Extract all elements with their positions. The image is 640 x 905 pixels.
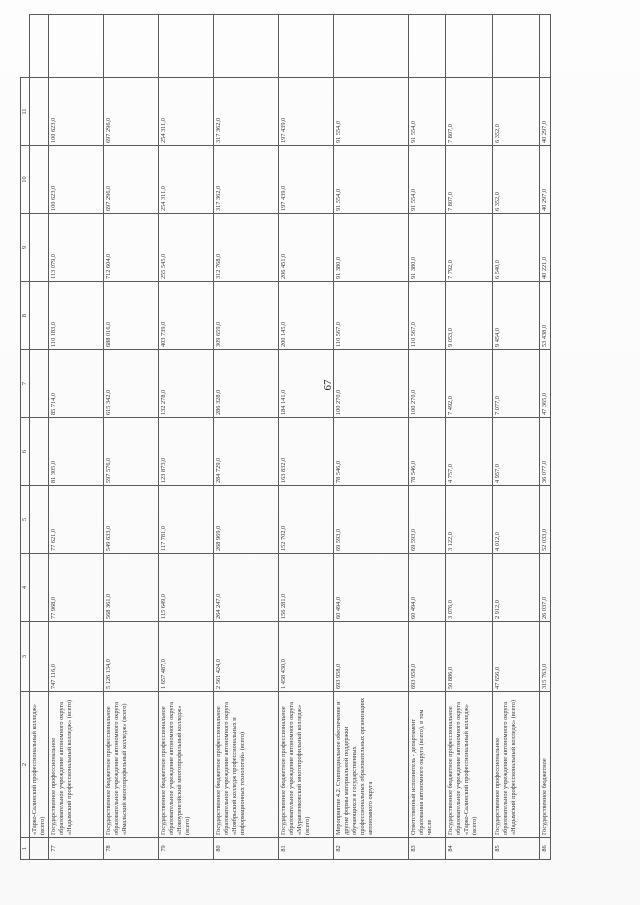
value-cell: 91 380,0	[409, 214, 446, 282]
value-cell: 77 621,0	[49, 486, 104, 554]
table-row	[159, 15, 214, 860]
value-cell: 7 077,0	[493, 350, 540, 418]
value-cell: 3 122,0	[446, 486, 493, 554]
value-cell: 1 458 430,0	[279, 622, 334, 692]
value-cell: 615 342,0	[104, 350, 159, 418]
value-cell: 2 912,0	[493, 554, 540, 622]
value-cell: 268 969,0	[214, 486, 279, 554]
value-cell: 206 451,0	[279, 214, 334, 282]
row-name: Государственное профессиональное образовательное учреждение автономного округа «Надымский профессиональный колледж» (всего)	[49, 692, 104, 838]
value-cell	[446, 15, 493, 78]
value-cell: 53 438,0	[540, 282, 551, 350]
row-name: Государственное бюджетное профессиональное образовательное учреждение автономного округа «Муравленковский многопрофильный колледж» (всего)	[279, 692, 334, 838]
value-cell: 113 079,0	[49, 214, 104, 282]
value-cell: 712 604,0	[104, 214, 159, 282]
value-cell: 4 757,0	[446, 418, 493, 486]
value-cell: 78 546,0	[409, 418, 446, 486]
value-cell: 309 659,0	[214, 282, 279, 350]
value-cell	[30, 554, 49, 622]
value-cell: 7 792,0	[446, 214, 493, 282]
value-cell: 315 763,0	[540, 622, 551, 692]
value-cell: 9 454,0	[493, 282, 540, 350]
table-row	[409, 15, 446, 860]
value-cell: 4 012,0	[493, 486, 540, 554]
value-cell	[30, 622, 49, 692]
table-row	[334, 15, 409, 860]
value-cell: 52 033,0	[540, 486, 551, 554]
value-cell: 693 958,0	[409, 622, 446, 692]
value-cell: 100 623,0	[49, 146, 104, 214]
row-name: Государственное профессиональное образовательное учреждение автономного округа «Надымский профессиональный колледж» (всего)	[493, 692, 540, 838]
row-number: 81	[279, 838, 334, 860]
value-cell: 110 183,0	[49, 282, 104, 350]
value-cell: 117 781,0	[159, 486, 214, 554]
value-cell: 3 076,0	[446, 554, 493, 622]
value-cell: 110 567,0	[409, 282, 446, 350]
header-row	[21, 15, 30, 860]
header-cell: 2	[21, 692, 30, 838]
header-cell: 7	[21, 350, 30, 418]
header-cell: 6	[21, 418, 30, 486]
value-cell: 317 362,0	[214, 78, 279, 146]
value-cell: 77 968,0	[49, 554, 104, 622]
value-cell: 81 305,0	[49, 418, 104, 486]
value-cell	[409, 15, 446, 78]
value-cell	[30, 350, 49, 418]
table-row	[493, 15, 540, 860]
value-cell: 47 365,0	[540, 350, 551, 418]
value-cell: 60 494,0	[334, 554, 409, 622]
value-cell	[30, 486, 49, 554]
table-row	[279, 15, 334, 860]
value-cell: 317 362,0	[214, 146, 279, 214]
value-cell: 78 546,0	[334, 418, 409, 486]
value-cell: 197 439,0	[279, 146, 334, 214]
value-cell: 2 561 424,0	[214, 622, 279, 692]
value-cell: 697 296,0	[104, 146, 159, 214]
value-cell: 312 768,0	[214, 214, 279, 282]
value-cell: 693 958,0	[334, 622, 409, 692]
value-cell: 26 037,0	[540, 554, 551, 622]
value-cell: 284 729,0	[214, 418, 279, 486]
value-cell: 568 361,0	[104, 554, 159, 622]
row-number: 80	[214, 838, 279, 860]
value-cell: 403 739,0	[159, 282, 214, 350]
value-cell: 6 540,0	[493, 214, 540, 282]
value-cell: 91 380,0	[334, 214, 409, 282]
row-name: Ответственный исполнитель - департамент образования автономного округа (всего), в том числе	[409, 692, 446, 838]
table-row	[49, 15, 104, 860]
header-cell: 10	[21, 146, 30, 214]
value-cell: 747 116,0	[49, 622, 104, 692]
value-cell: 549 633,0	[104, 486, 159, 554]
rotated-document	[20, 14, 551, 860]
row-number: 86	[540, 838, 551, 860]
value-cell: 47 656,0	[493, 622, 540, 692]
value-cell: 264 247,0	[214, 554, 279, 622]
value-cell	[30, 15, 49, 78]
value-cell: 69 593,0	[409, 486, 446, 554]
value-cell	[334, 15, 409, 78]
value-cell: 115 649,0	[159, 554, 214, 622]
value-cell: 91 554,0	[409, 146, 446, 214]
table-row	[104, 15, 159, 860]
value-cell: 4 957,0	[493, 418, 540, 486]
value-cell: 85 714,0	[49, 350, 104, 418]
header-cell: 1	[21, 838, 30, 860]
row-number: 84	[446, 838, 493, 860]
value-cell: 40 221,0	[540, 214, 551, 282]
header-cell: 8	[21, 282, 30, 350]
row-number: 85	[493, 838, 540, 860]
value-cell: 697 296,0	[104, 78, 159, 146]
value-cell: 152 702,0	[279, 486, 334, 554]
row-name: Государственное бюджетное	[540, 692, 551, 838]
value-cell: 123 873,0	[159, 418, 214, 486]
value-cell: 100 270,0	[334, 350, 409, 418]
row-name: «Тарко-Салинский профессиональный колледж» (всего)	[30, 692, 49, 838]
value-cell: 184 141,0	[279, 350, 334, 418]
value-cell: 254 311,0	[159, 78, 214, 146]
value-cell: 6 352,0	[493, 146, 540, 214]
value-cell	[279, 15, 334, 78]
value-cell: 40 297,0	[540, 146, 551, 214]
header-cell: 3	[21, 622, 30, 692]
page-number: 67	[322, 379, 334, 391]
value-cell: 597 576,0	[104, 418, 159, 486]
value-cell: 5 126 134,0	[104, 622, 159, 692]
value-cell	[30, 282, 49, 350]
value-cell: 156 281,0	[279, 554, 334, 622]
budget-table	[20, 14, 551, 860]
value-cell: 197 439,0	[279, 78, 334, 146]
value-cell: 100 270,0	[409, 350, 446, 418]
value-cell: 7 807,0	[446, 78, 493, 146]
row-number: 79	[159, 838, 214, 860]
value-cell	[104, 15, 159, 78]
table-row	[214, 15, 279, 860]
row-name: Государственное бюджетное профессиональное образовательное учреждение автономного округа «Тарко-Салинский профессиональный колледж» (всего)	[446, 692, 493, 838]
table-row	[540, 15, 551, 860]
value-cell: 286 328,0	[214, 350, 279, 418]
value-cell	[49, 15, 104, 78]
value-cell: 69 593,0	[334, 486, 409, 554]
value-cell	[493, 15, 540, 78]
value-cell: 9 053,0	[446, 282, 493, 350]
value-cell: 50 886,0	[446, 622, 493, 692]
header-cell: 9	[21, 214, 30, 282]
row-number: 82	[334, 838, 409, 860]
value-cell: 7 492,0	[446, 350, 493, 418]
value-cell: 110 567,0	[334, 282, 409, 350]
row-number	[30, 838, 49, 860]
value-cell	[214, 15, 279, 78]
value-cell: 255 545,0	[159, 214, 214, 282]
value-cell	[30, 78, 49, 146]
header-cell: 11	[21, 78, 30, 146]
value-cell: 100 623,0	[49, 78, 104, 146]
value-cell: 91 554,0	[409, 78, 446, 146]
header-cell: 4	[21, 554, 30, 622]
value-cell: 60 494,0	[409, 554, 446, 622]
value-cell	[30, 146, 49, 214]
value-cell: 1 657 487,0	[159, 622, 214, 692]
row-number: 77	[49, 838, 104, 860]
value-cell	[159, 15, 214, 78]
value-cell: 91 554,0	[334, 146, 409, 214]
row-number: 83	[409, 838, 446, 860]
value-cell	[30, 418, 49, 486]
value-cell: 163 832,0	[279, 418, 334, 486]
header-cell: 5	[21, 486, 30, 554]
value-cell: 200 145,0	[279, 282, 334, 350]
value-cell: 254 311,0	[159, 146, 214, 214]
row-name: Государственное бюджетное профессиональное образовательное учреждение автономного округа «Ноябрьский колледж профессиональных и информационных технологий» (всего)	[214, 692, 279, 838]
value-cell: 688 016,0	[104, 282, 159, 350]
value-cell: 132 278,0	[159, 350, 214, 418]
table-row	[446, 15, 493, 860]
row-number: 78	[104, 838, 159, 860]
value-cell: 36 077,0	[540, 418, 551, 486]
row-name: Государственное бюджетное профессиональное образовательное учреждение автономного округа «Ямальский многопрофильный колледж» (всего)	[104, 692, 159, 838]
value-cell: 7 807,0	[446, 146, 493, 214]
row-name: Мероприятие 4.2. Стипендиальное обеспечение и другие формы материальной поддержки обучающихся в государственных профессиональных образовательных организациях автономного округа	[334, 692, 409, 838]
value-cell: 40 297,0	[540, 78, 551, 146]
value-cell: 91 554,0	[334, 78, 409, 146]
row-name: Государственное бюджетное профессиональное образовательное учреждение автономного округа «Новоуренгойский многопрофильный колледж» (всего)	[159, 692, 214, 838]
value-cell	[30, 214, 49, 282]
value-cell: 6 352,0	[493, 78, 540, 146]
value-cell	[540, 15, 551, 78]
table-row	[30, 15, 49, 860]
